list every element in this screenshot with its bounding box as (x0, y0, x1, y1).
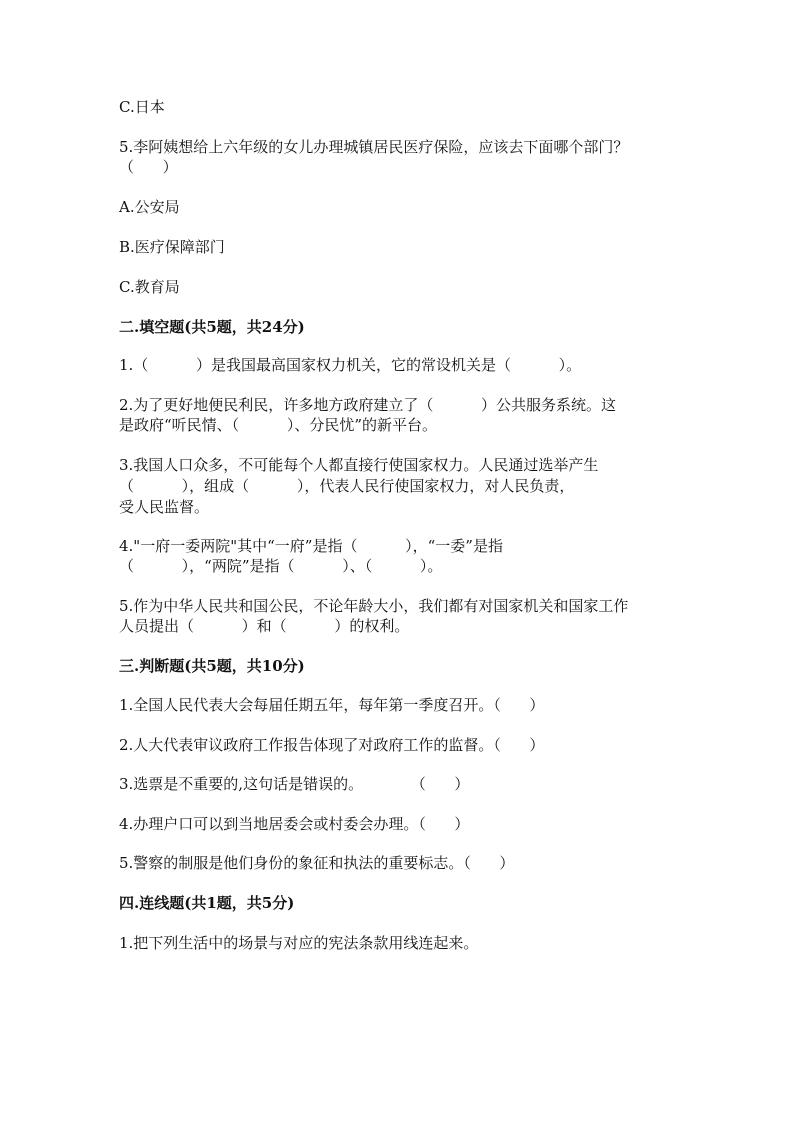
judge-question-1: 1.全国人民代表大会每届任期五年，每年第一季度召开。（ ） (119, 696, 545, 714)
question-5-stem: 5.李阿姨想给上六年级的女儿办理城镇居民医疗保险，应该去下面哪个部门？ (119, 138, 629, 156)
judge-section-heading: 三.判断题(共5题，共10分) (119, 657, 305, 675)
fill-question-5-line-2: 人员提出（ ）和（ ）的权利。 (119, 617, 410, 635)
fill-question-2-line-2: 是政府“听民情、（ ）、分民忧”的新平台。 (119, 416, 438, 434)
question-5-option-a: A.公安局 (119, 198, 180, 216)
fill-question-1: 1.（ ）是我国最高国家权力机关，它的常设机关是（ ）。 (119, 356, 582, 374)
fill-question-4-line-2: （ ），“两院”是指（ ）、（ ）。 (119, 557, 443, 575)
question-5-answer-blank: （ ） (119, 158, 178, 176)
fill-question-2-line-1: 2.为了更好地便民利民，许多地方政府建立了（ ）公共服务系统。这 (119, 396, 616, 414)
judge-question-3: 3.选票是不重要的,这句话是错误的。 （ ） (119, 775, 470, 793)
match-section-heading: 四.连线题(共1题，共5分) (119, 894, 295, 912)
option-c-japan: C.日本 (119, 98, 165, 116)
judge-question-2: 2.人大代表审议政府工作报告体现了对政府工作的监督。（ ） (119, 736, 545, 754)
fill-question-3-line-2: （ ），组成（ ），代表人民行使国家权力，对人民负责， (119, 477, 575, 495)
question-5-option-c: C.教育局 (119, 278, 180, 296)
fill-question-4-line-1: 4."一府一委两院"其中“一府”是指（ ），“一委”是指 (119, 537, 503, 555)
fill-question-5-line-1: 5.作为中华人民共和国公民，不论年龄大小，我们都有对国家机关和国家工作 (119, 597, 629, 615)
question-5-option-b: B.医疗保障部门 (119, 238, 225, 256)
judge-question-5: 5.警察的制服是他们身份的象征和执法的重要标志。（ ） (119, 854, 515, 872)
fill-section-heading: 二.填空题(共5题，共24分) (119, 318, 305, 336)
judge-question-4: 4.办理户口可以到当地居委会或村委会办理。（ ） (119, 815, 470, 833)
fill-question-3-line-3: 受人民监督。 (119, 498, 210, 516)
match-question-1: 1.把下列生活中的场景与对应的宪法条款用线连起来。 (119, 934, 479, 952)
fill-question-3-line-1: 3.我国人口众多，不可能每个人都直接行使国家权力。人民通过选举产生 (119, 456, 599, 474)
